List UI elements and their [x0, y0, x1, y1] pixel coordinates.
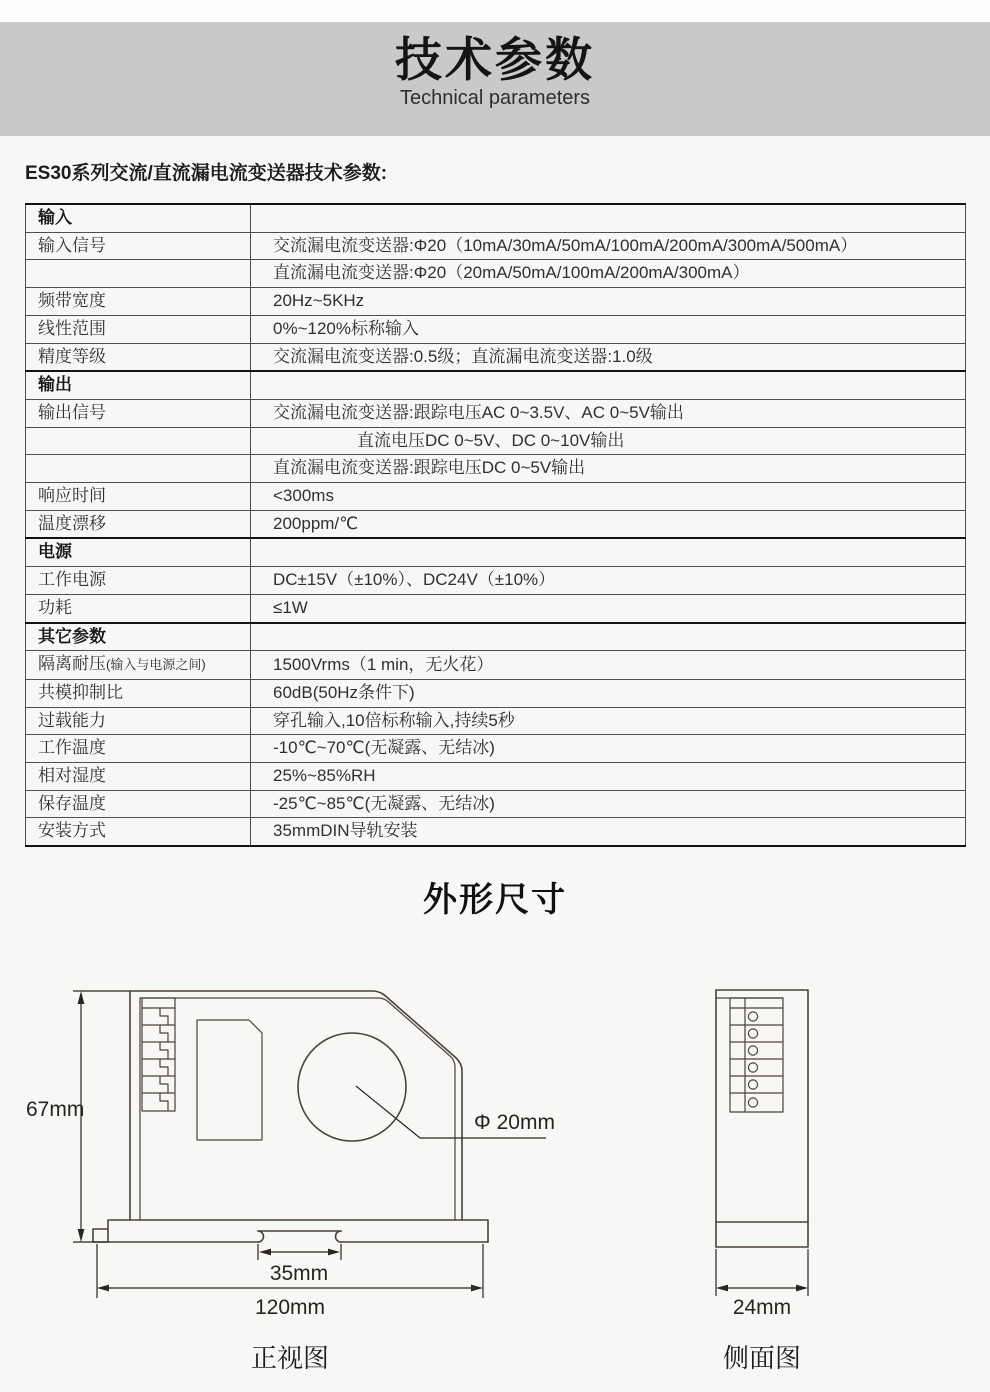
param-value: 交流漏电流变送器:跟踪电压AC 0~3.5V、AC 0~5V输出: [251, 399, 966, 427]
dimensions-title: 外形尺寸: [423, 881, 567, 919]
section-row: [26, 623, 966, 651]
param-label: [26, 455, 251, 483]
param-label: 其它参数: [26, 623, 251, 651]
table-row: [26, 399, 966, 427]
table-row: [26, 790, 966, 818]
table-row: [26, 735, 966, 763]
table-row: [26, 260, 966, 288]
hole-dimension-label: Φ 20mm: [474, 1111, 555, 1134]
param-value: -25℃~85℃(无凝露、无结冰): [251, 790, 966, 818]
table-row: [26, 232, 966, 260]
front-height-dimension: [26, 991, 130, 1242]
section-row: [26, 538, 966, 566]
param-label: 相对湿度: [26, 763, 251, 791]
param-value: 25%~85%RH: [251, 763, 966, 791]
page-subtitle: Technical parameters: [399, 87, 591, 109]
param-value: [251, 371, 966, 399]
page-title: 技术参数: [395, 33, 595, 86]
param-label: 精度等级: [26, 343, 251, 371]
param-value: 0%~120%标称输入: [251, 315, 966, 343]
table-row: [26, 763, 966, 791]
table-row: [26, 315, 966, 343]
param-label: 工作温度: [26, 735, 251, 763]
param-label: 电源: [26, 538, 251, 566]
param-label: 工作电源: [26, 567, 251, 595]
param-label: 输出信号: [26, 399, 251, 427]
param-label: 隔离耐压(输入与电源之间): [26, 651, 251, 680]
front-base: [93, 1220, 488, 1242]
side-view-caption: 侧面图: [722, 1343, 802, 1373]
param-label: 响应时间: [26, 483, 251, 511]
param-label: 共模抑制比: [26, 679, 251, 707]
table-row: [26, 594, 966, 622]
table-row: [26, 567, 966, 595]
param-value: 35mmDIN导轨安装: [251, 818, 966, 846]
param-label: 过载能力: [26, 707, 251, 735]
param-label: 输入信号: [26, 232, 251, 260]
front-rail-label: 35mm: [269, 1262, 329, 1285]
param-value: 直流电压DC 0~5V、DC 0~10V输出: [251, 427, 966, 455]
param-label: [26, 427, 251, 455]
table-row: [26, 483, 966, 511]
param-label: 温度漂移: [26, 510, 251, 538]
param-label: 线性范围: [26, 315, 251, 343]
param-label: 安装方式: [26, 818, 251, 846]
param-value: 1500Vrms（1 min，无火花）: [251, 651, 966, 680]
table-row: [26, 818, 966, 846]
side-view-drawing: [716, 990, 808, 1373]
param-value: ≤1W: [251, 594, 966, 622]
title-banner: [0, 22, 990, 136]
param-value: 穿孔输入,10倍标称输入,持续5秒: [251, 707, 966, 735]
table-row: [26, 343, 966, 371]
param-value: -10℃~70℃(无凝露、无结冰): [251, 735, 966, 763]
section-row: [26, 204, 966, 232]
side-terminal-block: [730, 998, 783, 1112]
top-strip: [0, 0, 990, 22]
param-label: 输出: [26, 371, 251, 399]
front-view-drawing: [26, 991, 555, 1373]
param-value: 直流漏电流变送器:Φ20（20mA/50mA/100mA/200mA/300mA）: [251, 260, 966, 288]
table-row: [26, 455, 966, 483]
param-label: 保存温度: [26, 790, 251, 818]
param-label: [26, 260, 251, 288]
series-intro-text: ES30系列交流/直流漏电流变送器技术参数:: [25, 163, 388, 184]
section-row: [26, 371, 966, 399]
spec-table: [25, 203, 966, 847]
side-width-dimension: [716, 1249, 808, 1319]
param-label: 频带宽度: [26, 288, 251, 316]
table-row: [26, 288, 966, 316]
spec-table-body: [26, 204, 966, 846]
param-value: 直流漏电流变送器:跟踪电压DC 0~5V输出: [251, 455, 966, 483]
table-row: [26, 651, 966, 680]
param-value: DC±15V（±10%）、DC24V（±10%）: [251, 567, 966, 595]
param-label: 功耗: [26, 594, 251, 622]
param-value: 20Hz~5KHz: [251, 288, 966, 316]
table-row: [26, 510, 966, 538]
param-value: <300ms: [251, 483, 966, 511]
param-value: 60dB(50Hz条件下): [251, 679, 966, 707]
param-label: 输入: [38, 208, 72, 227]
table-row: [26, 707, 966, 735]
front-width-label: 120mm: [254, 1296, 326, 1319]
front-hole-circle: [298, 1033, 406, 1141]
front-height-label: 67mm: [26, 1098, 85, 1121]
param-value: 交流漏电流变送器:0.5级；直流漏电流变送器:1.0级: [251, 343, 966, 371]
front-label-window: [197, 1020, 262, 1140]
front-rail-dimension: [258, 1244, 341, 1285]
param-value: [251, 204, 966, 232]
param-value: 200ppm/℃: [251, 510, 966, 538]
dimension-drawings: [0, 960, 990, 1392]
table-row: [26, 679, 966, 707]
param-value: [251, 538, 966, 566]
param-value: 交流漏电流变送器:Φ20（10mA/30mA/50mA/100mA/200mA/300mA/500mA）: [251, 232, 966, 260]
param-value: [251, 623, 966, 651]
front-terminal-block: [142, 998, 175, 1111]
side-width-label: 24mm: [732, 1296, 792, 1319]
front-view-caption: 正视图: [250, 1343, 330, 1373]
table-row: [26, 427, 966, 455]
